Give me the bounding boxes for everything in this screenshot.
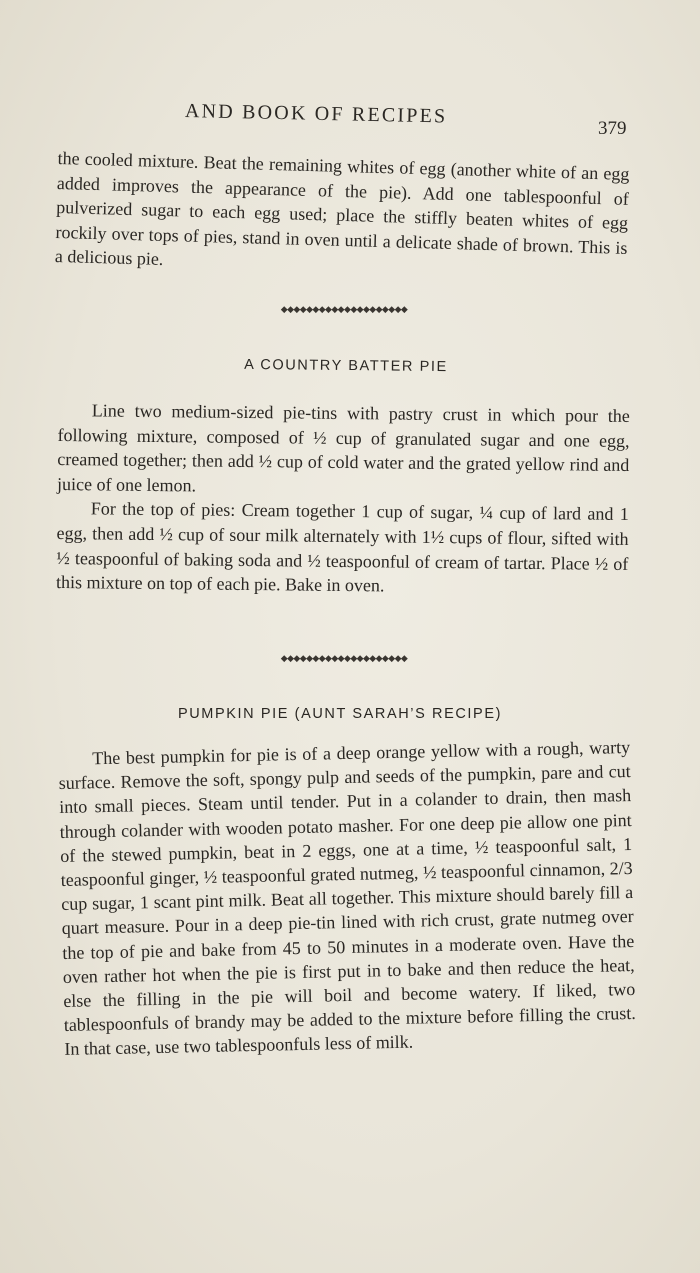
pumpkin-pie-recipe (58, 735, 636, 1062)
running-head: AND BOOK OF RECIPES (184, 100, 448, 128)
section-title-pumpkin-pie: PUMPKIN PIE (AUNT SARAH’S RECIPE) (177, 706, 503, 722)
batter-paragraph-1: Line two medium-sized pie-tins with pastry crust in which pour the following mixture, composed of ½ cup of granulated sugar and one egg, creamed together; then add ½ cup of cold water and the grated yellow rind and juice of one lemon. (56, 400, 630, 496)
section-divider-ornament: ◆◆◆◆◆◆◆◆◆◆◆◆◆◆◆◆◆◆◆◆ (280, 305, 408, 315)
page-number: 379 (598, 118, 627, 139)
intro-paragraph: the cooled mixture. Beat the remaining whites of egg (another white of an egg added improves the appearance of the pie). Add one tablespoonful of pulverized sugar to each egg used; place the stiffly beaten whites of egg rockily over tops of pies, stand in oven until a delicate shade of brown. This is a delicious pie. (54, 147, 630, 270)
batter-paragraph-2: For the top of pies: Cream together 1 cup of sugar, ¼ cup of lard and 1 egg, then add ½ cup of sour milk alternately with 1½ cups of flour, sifted with ½ teaspoonful of baking soda and ½ teaspoonful of cream of tartar. Place ½ of this mixture on top of each pie. Bake in oven. (55, 498, 629, 596)
intro-paragraph-block (55, 146, 630, 285)
pumpkin-paragraph: The best pumpkin for pie is of a deep orange yellow with a rough, warty surface. Remove the soft, spongy pulp and seeds of the pumpkin, pare and cut into small pieces. Steam until tender. Put in a colander to drain, then mash through colander with wooden potato masher. For one deep pie allow one pint of the stewed pumpkin, beat in 2 eggs, one at a time, ½ teaspoonful salt, 1 teaspoonful ginger, ½ teaspoonful grated nutmeg, ½ teaspoonful cinnamon, 2/3 cup sugar, 1 scant pint milk. Beat all together. This mixture should barely fill a quart measure. Pour in a deep pie-tin lined with rich crust, grate nutmeg over the top of pie and bake from 45 to 50 minutes in a moderate oven. Have the oven rather hot when the pie is first put in to bake and then reduce the heat, else the filling in the pie will boil and become watery. If liked, two tablespoonfuls of brandy may be added to the mixture before filling the crust. In that case, use two tablespoonfuls less of milk. (58, 737, 636, 1060)
country-batter-pie-recipe (56, 398, 630, 601)
section-title-country-batter-pie: A COUNTRY BATTER PIE (244, 356, 448, 376)
page-header (0, 98, 700, 138)
section-divider-ornament: ◆◆◆◆◆◆◆◆◆◆◆◆◆◆◆◆◆◆◆◆ (280, 654, 408, 664)
